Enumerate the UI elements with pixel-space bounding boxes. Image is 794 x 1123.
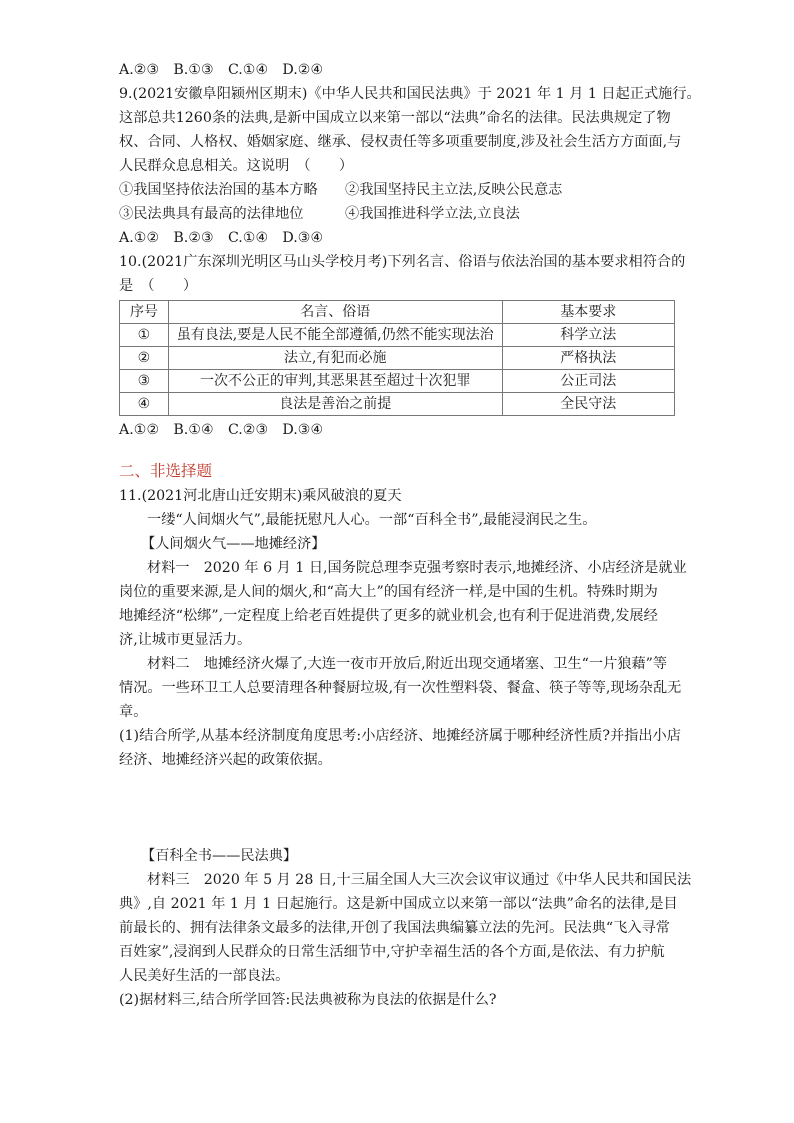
q9-options: A.①② B.②③ C.①④ D.③④ — [119, 230, 324, 246]
q9-stem-line: 权、合同、人格权、婚姻家庭、继承、侵权责任等多项重要制度,涉及社会生活方方面面,与 — [119, 134, 682, 150]
q9-choices-row — [119, 202, 679, 226]
table-cell: ② — [120, 347, 169, 370]
q11-part1-title: 【人间烟火气——地摊经济】 — [141, 536, 326, 552]
table-cell: 公正司法 — [502, 370, 674, 393]
table-header-cell: 序号 — [120, 301, 169, 324]
table-cell: 一次不公正的审判,其恶果甚至超过十次犯罪 — [168, 370, 502, 393]
material-1-line: 材料一 2020 年 6 月 1 日,国务院总理李克强考察时表示,地摊经济、小店经济是就业 — [147, 560, 687, 576]
table-cell: 全民守法 — [502, 393, 674, 416]
table-row — [120, 324, 675, 347]
table-cell: ③ — [120, 370, 169, 393]
table-header-row — [120, 301, 675, 324]
q9-stem-line: 这部总共1260条的法典,是新中国成立以来第一部以“法典”命名的法律。民法典规定了物 — [119, 110, 671, 126]
question-1-line: (1)结合所学,从基本经济制度角度思考:小店经济、地摊经济属于哪种经济性质?并指出小店 — [119, 728, 681, 744]
table-cell: ① — [120, 324, 169, 347]
q9-choice: ②我国坚持民主立法,反映公民意志 — [345, 182, 563, 198]
answer-space — [119, 772, 679, 844]
q11-intro: 一缕“人间烟火气”,最能抚慰凡人心。一部“百科全书”,最能浸润民之生。 — [147, 512, 597, 528]
table-cell: ④ — [120, 393, 169, 416]
question-9 — [119, 82, 701, 250]
question-2-line: (2)据材料三,结合所学回答:民法典被称为良法的依据是什么? — [119, 992, 497, 1008]
q9-choice: ③民法典具有最高的法律地位 — [119, 206, 304, 222]
q10-stem-line: 是 （ ） — [119, 278, 198, 294]
material-1-line: 地摊经济“松绑”,一定程度上给老百姓提供了更多的就业机会,也有利于促进消费,发展经 — [119, 608, 658, 624]
q10-stem-line: 10.(2021广东深圳光明区马山头学校月考)下列名言、俗语与依法治国的基本要求相符合的 — [119, 254, 686, 270]
question-1-line: 经济、地摊经济兴起的政策依据。 — [119, 752, 332, 768]
material-3-line: 人民美好生活的一部良法。 — [119, 968, 290, 984]
q11-part2-title: 【百科全书——民法典】 — [141, 848, 298, 864]
table-cell: 科学立法 — [502, 324, 674, 347]
q10-table — [119, 300, 675, 416]
material-1-line: 岗位的重要来源,是人间的烟火,和“高大上”的国有经济一样,是中国的生机。特殊时期为 — [119, 584, 658, 600]
table-row — [120, 370, 675, 393]
material-2-line: 章。 — [119, 704, 148, 720]
table-row — [120, 393, 675, 416]
material-3-line: 典》,自 2021 年 1 月 1 日起施行。这是新中国成立以来第一部以“法典”命名的法律,是目 — [119, 896, 678, 912]
worksheet-page — [119, 58, 701, 1012]
material-3-line: 百姓家”,浸润到人民群众的日常生活细节中,守护幸福生活的各个方面,是依法、有力护航 — [119, 944, 665, 960]
table-header-cell: 基本要求 — [502, 301, 674, 324]
table-header-cell: 名言、俗语 — [168, 301, 502, 324]
material-2-line: 情况。一些环卫工人总要清理各种餐厨垃圾,有一次性塑料袋、餐盒、筷子等等,现场杂乱无 — [119, 680, 682, 696]
section-title: 二、非选择题 — [119, 462, 213, 480]
material-3-line: 材料三 2020 年 5 月 28 日,十三届全国人大三次会议审议通过《中华人民共和国民法 — [147, 872, 692, 888]
table-cell: 虽有良法,要是人民不能全部遵循,仍然不能实现法治 — [168, 324, 502, 347]
table-cell: 严格执法 — [502, 347, 674, 370]
table-row — [120, 347, 675, 370]
table-cell: 法立,有犯而必施 — [168, 347, 502, 370]
q9-stem-line: 人民群众息息相关。这说明 （ ） — [119, 158, 354, 174]
material-2-line: 材料二 地摊经济火爆了,大连一夜市开放后,附近出现交通堵塞、卫生“一片狼藉”等 — [147, 656, 668, 672]
material-3-line: 前最长的、拥有法律条文最多的法律,开创了我国法典编纂立法的先河。民法典“飞入寻常 — [119, 920, 670, 936]
q8-options: A.②③ B.①③ C.①④ D.②④ — [119, 62, 324, 78]
q9-choice: ①我国坚持依法治国的基本方略 — [119, 182, 318, 198]
q9-choice: ④我国推进科学立法,立良法 — [345, 206, 520, 222]
q11-title: 11.(2021河北唐山迁安期末)乘风破浪的夏天 — [119, 488, 402, 504]
q9-stem-line: 9.(2021安徽阜阳颍州区期末)《中华人民共和国民法典》于 2021 年 1 月 1 日起正式施行。 — [119, 86, 701, 102]
q10-options: A.①② B.①④ C.②③ D.③④ — [119, 422, 324, 438]
table-cell: 良法是善治之前提 — [168, 393, 502, 416]
question-11 — [119, 484, 692, 1012]
question-10 — [119, 250, 686, 442]
material-1-line: 济,让城市更显活力。 — [119, 632, 252, 648]
q9-choices-row — [119, 178, 679, 202]
